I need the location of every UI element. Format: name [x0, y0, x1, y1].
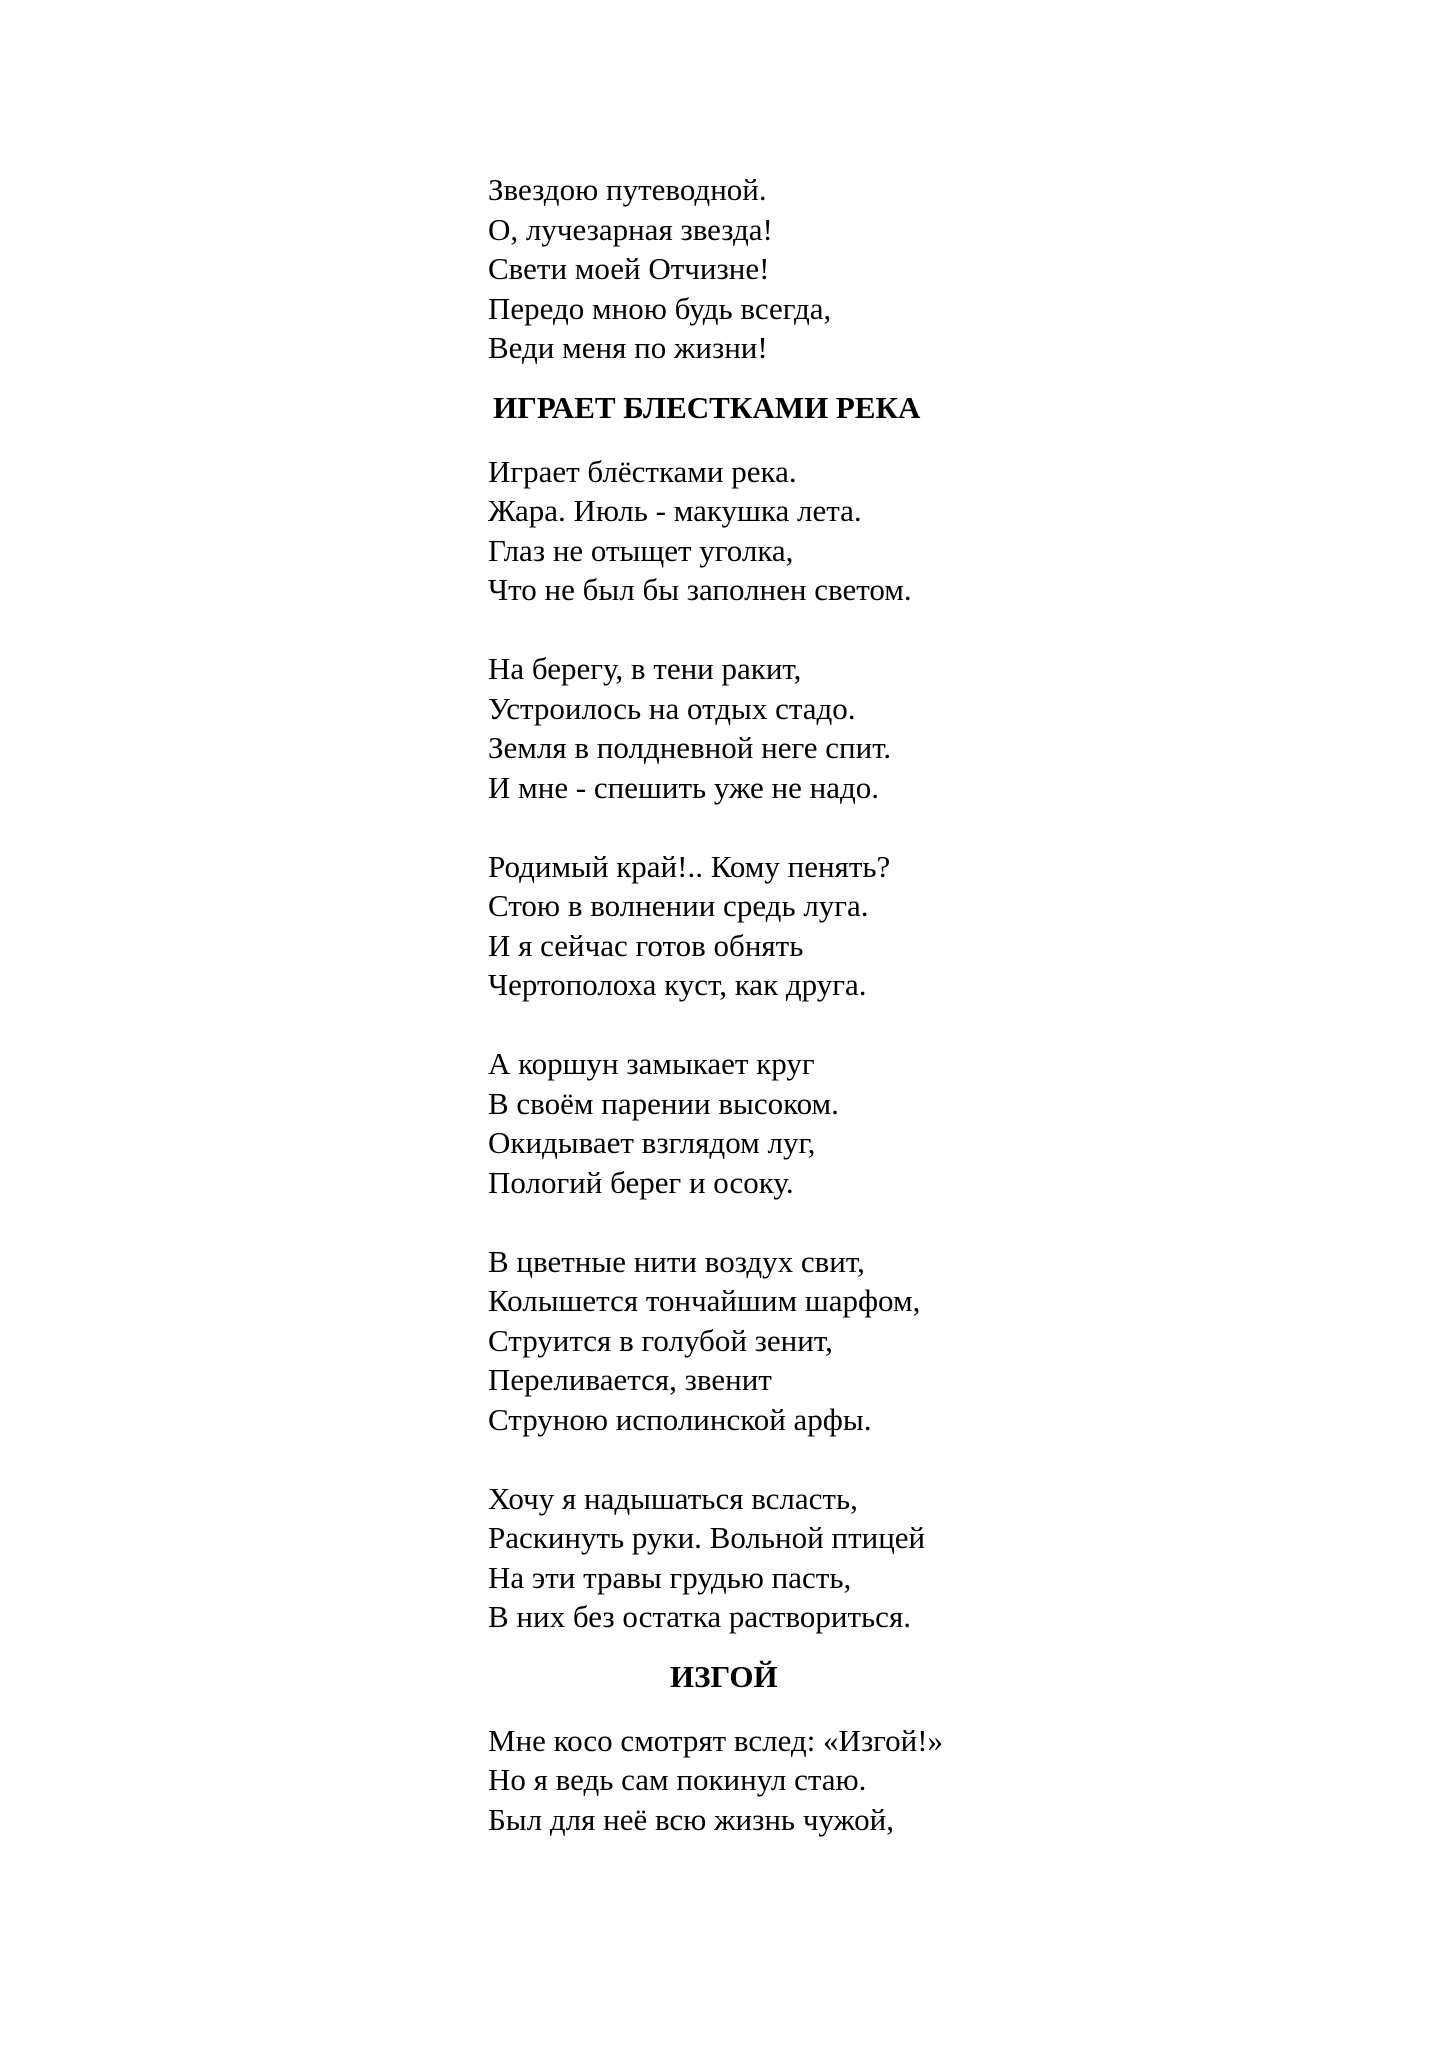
stanza	[488, 649, 1188, 807]
poem-line: Родимый край!.. Кому пенять?	[488, 848, 891, 884]
poem-line: Земля в полдневной неге спит.	[488, 730, 892, 765]
poem-line: Веди меня по жизни!	[488, 330, 768, 365]
poem-line: Мне косо смотрят вслед: «Изгой!»	[488, 1722, 944, 1758]
poem-line: В своём парении высоком.	[488, 1085, 839, 1121]
poem-line: Свети моей Отчизне!	[488, 251, 770, 286]
poem-line: И я сейчас готов обнять	[488, 927, 804, 963]
poem-line: Стою в волнении средь луга.	[488, 888, 869, 923]
poem-title: ИЗГОЙ	[670, 1658, 778, 1694]
poem-line: Струною исполинской арфы.	[488, 1401, 872, 1437]
poem-line: Раскинуть руки. Вольной птицей	[488, 1520, 926, 1555]
poem-line: Жара. Июль - макушка лета.	[488, 493, 862, 528]
poem-line: На берегу, в тени ракит,	[488, 651, 802, 686]
poem-line: Струится в голубой зенит,	[488, 1322, 833, 1358]
poem-line: Звездою путеводной.	[488, 172, 767, 207]
stanza	[488, 1242, 1188, 1440]
poem-line: В них без остатка раствориться.	[488, 1599, 911, 1634]
poem-line: Был для неё всю жизнь чужой,	[488, 1801, 894, 1837]
poem-line: О, лучезарная звезда!	[488, 211, 773, 247]
poem-line: Хочу я надышаться всласть,	[488, 1480, 858, 1516]
poem-line: Переливается, звенит	[488, 1362, 772, 1397]
poem-line: Устроилось на отдых стадо.	[488, 690, 856, 726]
poem-line: Но я ведь сам покинул стаю.	[488, 1762, 867, 1797]
poem-line: Передо мною будь всегда,	[488, 290, 832, 326]
poem-line: Пологий берег и осоку.	[488, 1164, 794, 1200]
stanza	[488, 1721, 1188, 1840]
poem-line: На эти травы грудью пасть,	[488, 1559, 852, 1595]
poem-line: Глаз не отыщет уголка,	[488, 532, 794, 568]
previous-poem-ending	[488, 170, 1188, 368]
stanza	[488, 452, 1188, 610]
stanza	[488, 1479, 1188, 1637]
poem-line: И мне - спешить уже не надо.	[488, 769, 880, 805]
poem-line: Играет блёстками река.	[488, 453, 797, 489]
poem-line: Окидывает взглядом луг,	[488, 1125, 816, 1160]
poem-title: ИГРАЕТ БЛЕСТКАМИ РЕКА	[493, 389, 921, 425]
stanza	[488, 847, 1188, 1005]
poem-line: Колышется тончайшим шарфом,	[488, 1283, 921, 1318]
poem-text-column	[488, 170, 1188, 1879]
stanza	[488, 1044, 1188, 1202]
poem-line: Чертополоха куст, как друга.	[488, 967, 867, 1002]
poem-line: В цветные нити воздух свит,	[488, 1243, 865, 1279]
poem-line: Что не был бы заполнен светом.	[488, 572, 912, 607]
poem-line: А коршун замыкает круг	[488, 1046, 815, 1081]
